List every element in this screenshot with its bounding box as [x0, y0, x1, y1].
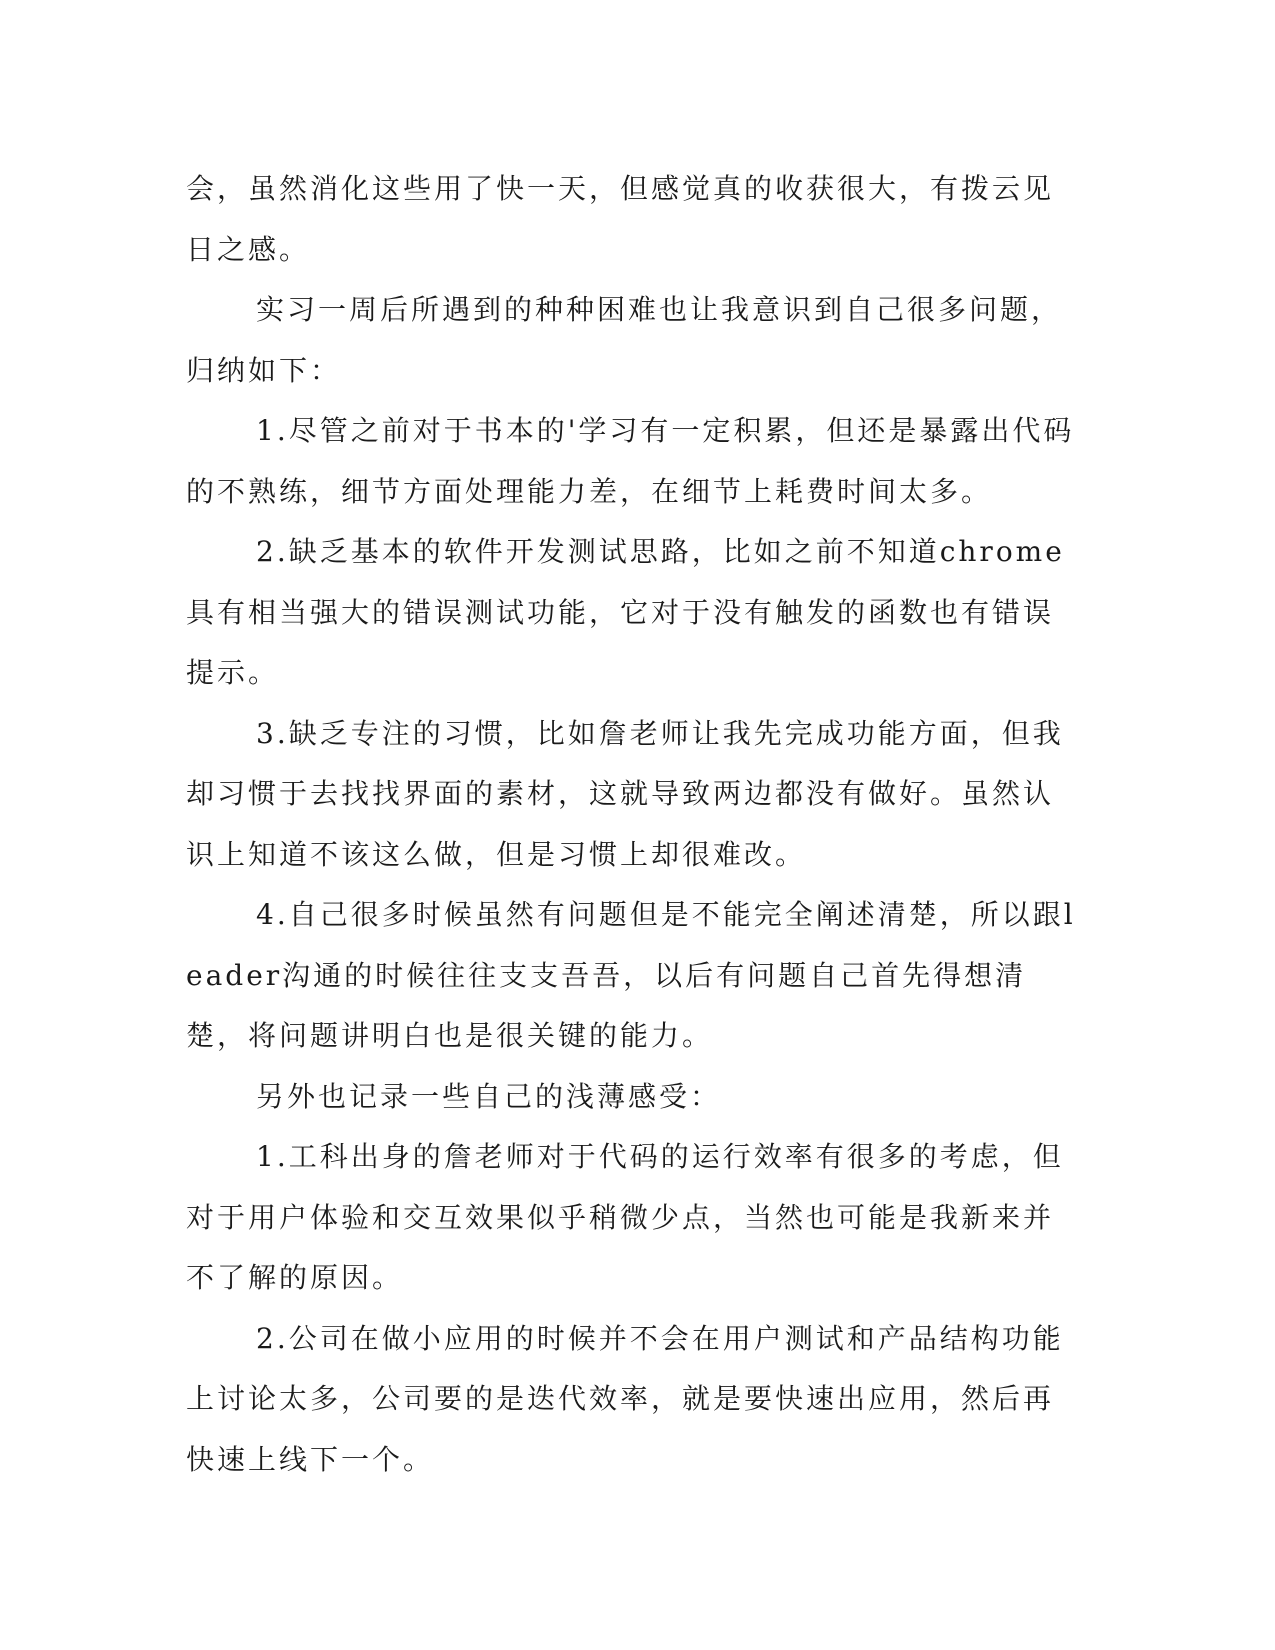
paragraph-6: 4.自己很多时候虽然有问题但是不能完全阐述清楚，所以跟leader沟通的时候往往支支吾吾，以后有问题自己首先得想清楚，将问题讲明白也是很关键的能力。	[186, 898, 1076, 1052]
paragraph-4: 2.缺乏基本的软件开发测试思路，比如之前不知道chrome具有相当强大的错误测试功能，它对于没有触发的函数也有错误提示。	[186, 535, 1065, 689]
paragraph-8: 1.工科出身的詹老师对于代码的运行效率有很多的考虑，但对于用户体验和交互效果似乎稍微少点，当然也可能是我新来并不了解的原因。	[186, 1140, 1064, 1294]
paragraph-7: 另外也记录一些自己的浅薄感受：	[256, 1079, 722, 1113]
paragraph-5: 3.缺乏专注的习惯，比如詹老师让我先完成功能方面，但我却习惯于去找找界面的素材，这就导致两边都没有做好。虽然认识上知道不该这么做，但是习惯上却很难改。	[186, 716, 1064, 871]
paragraph-3: 1.尽管之前对于书本的'学习有一定积累，但还是暴露出代码的不熟练，细节方面处理能力差，在细节上耗费时间太多。	[186, 414, 1075, 508]
paragraph-1: 会，虽然消化这些用了快一天，但感觉真的收获很大，有拨云见日之感。	[186, 172, 1055, 266]
paragraph-9: 2.公司在做小应用的时候并不会在用户测试和产品结构功能上讨论太多，公司要的是迭代效率，就是要快速出应用，然后再快速上线下一个。	[186, 1321, 1064, 1476]
document-body	[186, 159, 1076, 1490]
paragraph-2: 实习一周后所遇到的种种困难也让我意识到自己很多问题，归纳如下：	[186, 293, 1063, 387]
